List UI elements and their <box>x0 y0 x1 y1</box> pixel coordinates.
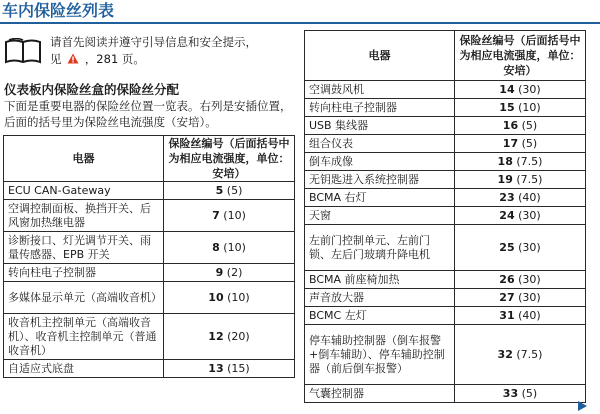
fuse-number: 10 <box>208 291 224 304</box>
notice-prefix: 见 <box>50 52 62 66</box>
notice-line-2 <box>50 51 290 68</box>
fuse-amperage: (7.5) <box>516 173 543 186</box>
table-row <box>305 189 586 207</box>
fuse-amperage: (10) <box>227 291 250 304</box>
device-name: 天窗 <box>305 207 455 225</box>
fuse-cell <box>164 314 295 360</box>
warning-triangle-icon <box>67 53 79 64</box>
device-name: 组合仪表 <box>305 135 455 153</box>
fuse-amperage: (10) <box>223 209 246 222</box>
fuse-amperage: (30) <box>518 273 541 286</box>
fuse-number: 5 <box>215 184 224 197</box>
table-row <box>4 264 295 282</box>
fuse-cell <box>455 289 586 307</box>
table-row <box>305 271 586 289</box>
fuse-cell <box>164 200 295 232</box>
fuse-amperage: (40) <box>518 191 541 204</box>
fuse-cell <box>455 117 586 135</box>
fuse-amperage: (2) <box>226 266 243 279</box>
fuse-number: 8 <box>212 241 220 254</box>
column-header-device: 电器 <box>4 136 164 182</box>
section-heading: 仪表板内保险丝盒的保险丝分配 <box>4 82 180 97</box>
table-row <box>4 360 295 378</box>
fuse-table-right <box>304 30 586 403</box>
notice-suffix: ，281 页。 <box>84 52 145 66</box>
fuse-amperage: (7.5) <box>516 155 543 168</box>
table-row <box>305 99 586 117</box>
device-name: BCMA 前座椅加热 <box>305 271 455 289</box>
fuse-number: 13 <box>208 362 224 375</box>
fuse-amperage: (30) <box>518 209 541 222</box>
fuse-amperage: (7.5) <box>516 348 543 361</box>
device-name: BCMC 左灯 <box>305 307 455 325</box>
device-name: 空调鼓风机 <box>305 81 455 99</box>
table-row <box>305 207 586 225</box>
fuse-number: 12 <box>208 330 224 343</box>
device-name: 诊断接口、灯光调节开关、雨量传感器、EPB 开关 <box>4 232 164 264</box>
notice-text <box>50 34 290 68</box>
table-row <box>305 81 586 99</box>
fuse-number: 14 <box>499 83 515 96</box>
next-page-arrow-icon[interactable] <box>578 401 587 411</box>
fuse-cell <box>455 385 586 403</box>
table-row <box>4 282 295 314</box>
device-name: 空调控制面板、换挡开关、后风窗加热继电器 <box>4 200 164 232</box>
fuse-number: 9 <box>215 266 224 279</box>
device-name: 声音放大器 <box>305 289 455 307</box>
fuse-number: 24 <box>499 209 515 222</box>
fuse-amperage: (5) <box>521 119 538 132</box>
fuse-cell <box>164 264 295 282</box>
fuse-table-left <box>3 135 295 378</box>
fuse-amperage: (30) <box>518 291 541 304</box>
fuse-number: 25 <box>499 241 515 254</box>
table-row <box>305 307 586 325</box>
fuse-cell <box>455 81 586 99</box>
device-name: 气囊控制器 <box>305 385 455 403</box>
column-header-fuse: 保险丝编号（后面括号中为相应电流强度，单位：安培） <box>455 31 586 81</box>
fuse-cell <box>455 171 586 189</box>
table-row <box>4 314 295 360</box>
fuse-cell <box>455 99 586 117</box>
table-row <box>305 153 586 171</box>
table-row <box>305 325 586 385</box>
device-name: 倒车成像 <box>305 153 455 171</box>
fuse-number: 15 <box>499 101 515 114</box>
device-name: 转向柱电子控制器 <box>4 264 164 282</box>
intro-text: 下面是重要电器的保险丝位置一览表。右列是安插位置，后面的括号里为保险丝电流强度（安培）。 <box>4 99 292 129</box>
fuse-number: 26 <box>499 273 515 286</box>
device-name: 自适应式底盘 <box>4 360 164 378</box>
table-row <box>4 200 295 232</box>
device-name: BCMA 右灯 <box>305 189 455 207</box>
fuse-cell <box>455 325 586 385</box>
fuse-cell <box>164 360 295 378</box>
fuse-amperage: (10) <box>223 241 246 254</box>
table-row <box>305 225 586 271</box>
table-row <box>305 117 586 135</box>
column-header-fuse: 保险丝编号（后面括号中为相应电流强度，单位：安培） <box>164 136 295 182</box>
page-title: 车内保险丝列表 <box>2 1 115 20</box>
fuse-amperage: (30) <box>518 241 541 254</box>
fuse-amperage: (30) <box>518 83 541 96</box>
fuse-number: 31 <box>499 309 515 322</box>
table-row <box>4 232 295 264</box>
device-name: ECU CAN-Gateway <box>4 182 164 200</box>
fuse-cell <box>164 282 295 314</box>
fuse-amperage: (40) <box>518 309 541 322</box>
fuse-number: 16 <box>502 119 519 132</box>
book-icon <box>4 38 42 64</box>
fuse-number: 33 <box>502 387 519 400</box>
table-row <box>305 171 586 189</box>
fuse-number: 23 <box>499 191 515 204</box>
fuse-cell <box>455 153 586 171</box>
device-name: 收音机主控制单元（高端收音机）、收音机主控制单元（普通收音机） <box>4 314 164 360</box>
fuse-amperage: (5) <box>521 387 538 400</box>
device-name: 停车辅助控制器（倒车报警+倒车辅助）、停车辅助控制器（前后倒车报警） <box>305 325 455 385</box>
table-row <box>305 385 586 403</box>
fuse-amperage: (15) <box>227 362 250 375</box>
fuse-number: 32 <box>497 348 513 361</box>
fuse-number: 7 <box>212 209 220 222</box>
device-name: 无钥匙进入系统控制器 <box>305 171 455 189</box>
device-name: USB 集线器 <box>305 117 455 135</box>
device-name: 多媒体显示单元（高端收音机） <box>4 282 164 314</box>
notice-box <box>4 34 290 70</box>
table-row <box>305 135 586 153</box>
fuse-cell <box>455 271 586 289</box>
fuse-cell <box>455 307 586 325</box>
column-header-device: 电器 <box>305 31 455 81</box>
table-row <box>4 182 295 200</box>
fuse-number: 19 <box>497 173 513 186</box>
fuse-number: 18 <box>497 155 513 168</box>
fuse-cell <box>455 225 586 271</box>
device-name: 转向柱电子控制器 <box>305 99 455 117</box>
fuse-cell <box>164 182 295 200</box>
fuse-number: 27 <box>499 291 515 304</box>
notice-line-1: 请首先阅读并遵守引导信息和安全提示， <box>50 35 257 49</box>
fuse-cell <box>455 207 586 225</box>
fuse-cell <box>455 135 586 153</box>
fuse-cell <box>164 232 295 264</box>
fuse-amperage: (20) <box>227 330 250 343</box>
fuse-number: 17 <box>502 137 519 150</box>
device-name: 左前门控制单元、左前门锁、左后门玻璃升降电机 <box>305 225 455 271</box>
title-rule <box>0 22 600 24</box>
fuse-cell <box>455 189 586 207</box>
table-row <box>305 289 586 307</box>
fuse-amperage: (5) <box>226 184 243 197</box>
fuse-amperage: (10) <box>518 101 541 114</box>
fuse-amperage: (5) <box>521 137 538 150</box>
